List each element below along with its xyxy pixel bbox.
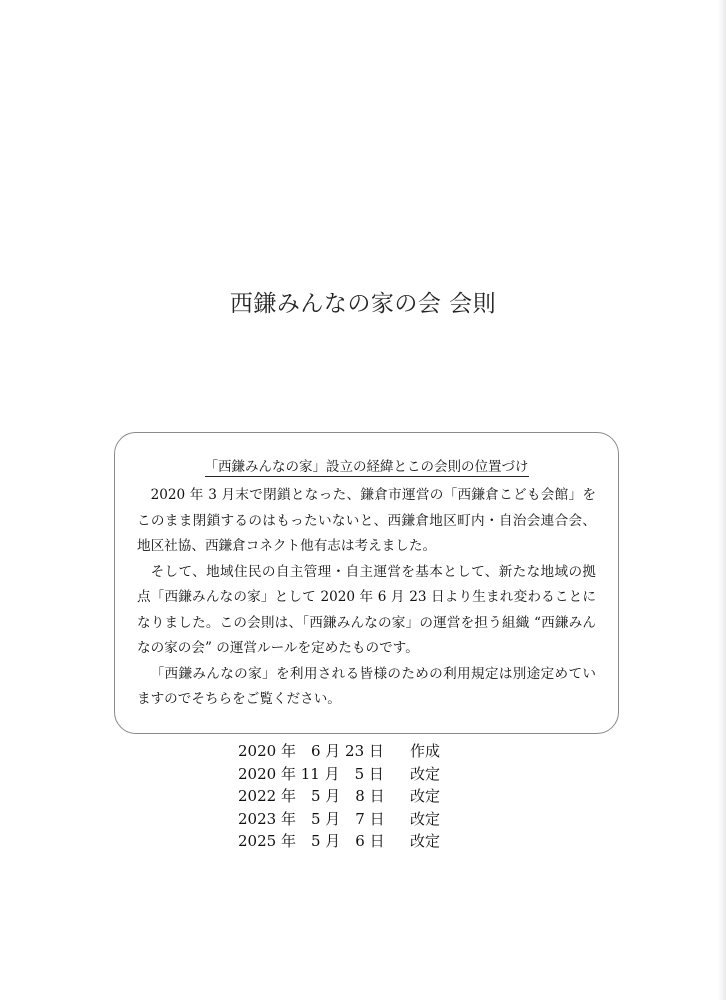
revision-action: 改定 [410,764,441,783]
revision-row [238,785,440,808]
revision-date: 2023 年 5 月 7 日 [238,809,385,828]
document-title: 西鎌みんなの家の会 会則 [229,291,497,317]
revision-row [238,830,440,853]
page-edge-shadow [718,0,726,1000]
preface-paragraph: そして、地域住民の自主管理・自主運営を基本として、新たな地域の拠点「西鎌みんなの家」として 2020 年 6 月 23 日より生まれ変わることになりました。この会則は、「西鎌みんなの家」の運営を担う組織 “西鎌みんなの家の会” の運営ルールを定めたものです。 [137,563,596,656]
revision-row [238,740,440,763]
preface-paragraph: 「西鎌みんなの家」を利用される皆様のための利用規定は別途定めていますのでそちらをご覧ください。 [137,665,596,707]
preface-heading-text: 「西鎌みんなの家」設立の経緯とこの会則の位置づけ [204,459,529,475]
revision-action: 改定 [410,832,441,850]
revision-history [238,740,440,853]
revision-row [238,763,440,786]
revision-row [238,808,440,831]
revision-date: 2025 年 5 月 6 日 [238,832,385,850]
revision-action: 改定 [410,809,441,828]
revision-date: 2022 年 5 月 8 日 [238,787,385,805]
revision-action: 作成 [410,742,441,760]
preface-paragraph: 2020 年 3 月末で閉鎖となった、鎌倉市運営の「西鎌倉こども会館」をこのまま閉鎖するのはもったいないと、西鎌倉地区町内・自治会連合会、地区社協、西鎌倉コネクト他有志は考えました。 [137,487,596,554]
revision-date: 2020 年 6 月 23 日 [238,742,384,760]
preface-heading [137,457,596,477]
revision-date: 2020 年 11 月 5 日 [238,764,384,783]
revision-action: 改定 [410,787,441,805]
preface-box [114,432,619,734]
